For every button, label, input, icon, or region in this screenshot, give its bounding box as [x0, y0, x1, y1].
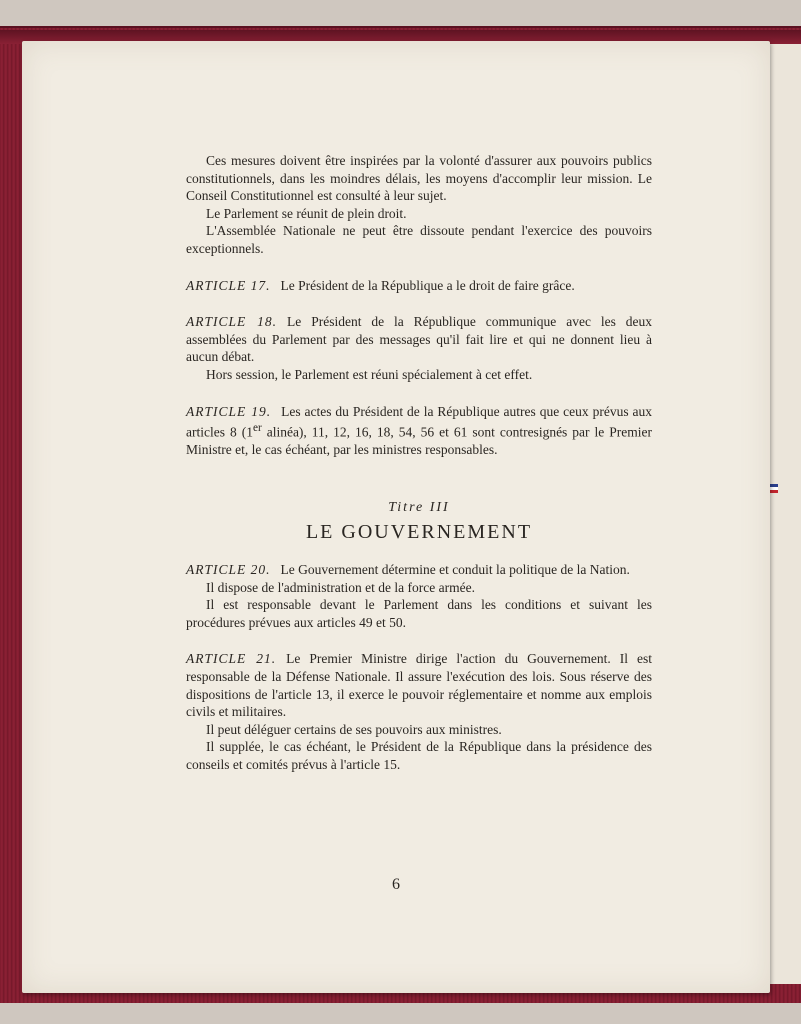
article-19-superscript: er — [252, 422, 262, 435]
article-20 — [186, 561, 652, 631]
intro-paragraph-2: Le Parlement se réunit de plein droit. — [206, 205, 407, 221]
article-20-paragraph-2: Il dispose de l'administration et de la force armée. — [206, 579, 475, 595]
article-20-paragraph-3: Il est responsable devant le Parlement dans les conditions et suivant les procédures prévues aux articles 49 et 50. — [186, 597, 652, 630]
intro-paragraph-3: L'Assemblée Nationale ne peut être dissoute pendant l'exercice des pouvoirs exceptionnels. — [186, 223, 652, 256]
article-18 — [186, 313, 652, 383]
article-19-text-a: Les actes du Président de la République autres que ceux prévus aux articles 8 (1 — [186, 403, 652, 440]
article-21-text: Le Premier Ministre dirige l'action du Gouvernement. Il est responsable de la Défense Nationale. Il assure l'exécution des lois. Sous réserve des dispositions de l'article 13, il exerce le pouvoir réglementaire et nomme aux emplois civils et militaires. — [186, 651, 652, 720]
article-21 — [186, 650, 652, 773]
article-19 — [186, 403, 652, 459]
article-18-label: ARTICLE 18. — [186, 314, 278, 330]
page-text — [186, 152, 652, 774]
page-number: 6 — [392, 876, 400, 893]
article-18-paragraph-2: Hors session, le Parlement est réuni spécialement à cet effet. — [206, 366, 533, 382]
article-21-paragraph-2: Il peut déléguer certains de ses pouvoirs aux ministres. — [206, 721, 502, 737]
article-20-text: Le Gouvernement détermine et conduit la politique de la Nation. — [280, 562, 630, 577]
article-20-label: ARTICLE 20. — [186, 562, 271, 577]
section-heading: LE GOUVERNEMENT — [305, 521, 533, 544]
article-21-paragraph-3: Il supplée, le cas échéant, le Président de la République dans la présidence des conseils et comités prévus à l'article 15. — [186, 739, 652, 772]
article-19-text-b: alinéa), 11, 12, 16, 18, 54, 56 et 61 sont contresignés par le Premier Ministre et, le cas échéant, par les ministres responsables. — [186, 424, 652, 458]
article-19-label: ARTICLE 19. — [186, 403, 272, 419]
article-17 — [186, 277, 652, 295]
section-titre: Titre III — [388, 499, 450, 515]
article-17-label: ARTICLE 17. — [186, 277, 271, 293]
intro-paragraph-1: Ces mesures doivent être inspirées par la volonté d'assurer aux pouvoirs publics constitutionnels, dans les moindres délais, les moyens d'accomplir leur mission. Le Conseil Constitutionnel est consulté à leur sujet. — [186, 153, 652, 204]
article-18-text: Le Président de la République communique avec les deux assemblées du Parlement par des messages qu'il fait lire et qui ne donnent lieu à aucun débat. — [186, 314, 652, 365]
article-21-label: ARTICLE 21. — [186, 651, 277, 667]
facing-page-edge — [768, 44, 801, 984]
article-17-text: Le Président de la République a le droit de faire grâce. — [280, 277, 575, 293]
